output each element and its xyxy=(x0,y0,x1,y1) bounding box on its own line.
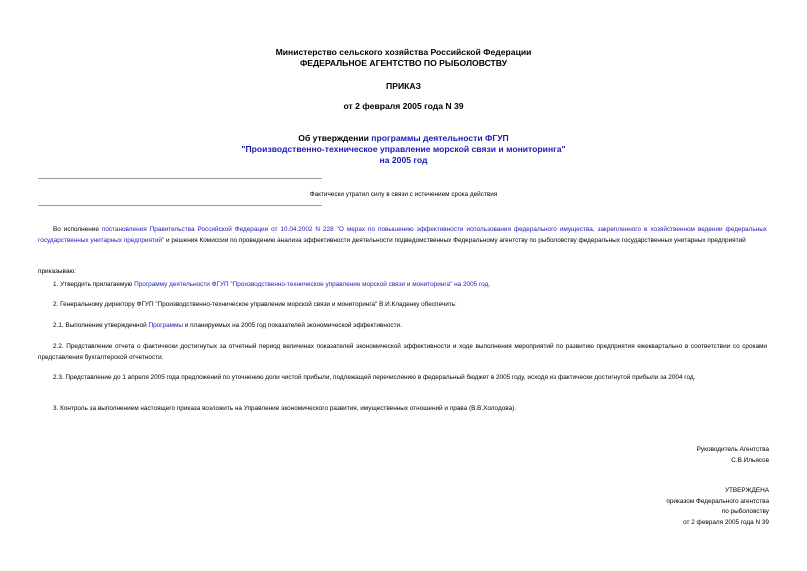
item-2: 2. Генеральному директору ФГУП "Производственно-техническое управление морской связи и мониторинга" В.И.Кладенку обеспечить: xyxy=(53,301,457,308)
item-2-1 xyxy=(38,320,767,331)
item-1-lead: 1. Утвердить прилагаемую xyxy=(53,281,135,288)
item-1 xyxy=(38,279,767,290)
divider-top xyxy=(38,178,322,179)
ministry-title: Министерство сельского хозяйства Российской Федерации xyxy=(275,47,532,57)
doc-type: ПРИКАЗ xyxy=(386,81,421,91)
signature-name: С.В.Ильясов xyxy=(731,456,769,464)
item-1-program-link[interactable]: Программу деятельности ФГУП "Производственно-техническое управление морской связи и мониторинга" на 2005 год xyxy=(134,281,489,288)
approval-line-1: приказом Федерального агентства xyxy=(666,497,769,505)
program-link[interactable]: программы деятельности ФГУП xyxy=(371,133,509,143)
status-note: Фактически утратил силу в связи с истечением срока действия xyxy=(309,191,498,198)
preamble-rest: и решения Комиссии по проведению анализа эффективности деятельности подведомственных Федеральному агентству по рыболовству федеральных государственных унитарных предприятий xyxy=(164,237,746,245)
preamble-paragraph xyxy=(38,224,767,246)
item-1-end: . xyxy=(488,281,491,288)
item-2-1-rest: и планируемых на 2005 год показателей экономической эффективности. xyxy=(183,322,402,329)
doc-date-number: от 2 февраля 2005 года N 39 xyxy=(343,101,464,111)
government-decree-link[interactable]: постановления Правительства Российской Федерации от 10.04.2002 N 228 "О мерах по повышению эффективности использования федерального имущества, закрепленного в хозяйственном ведении федеральных государственных унитарных предприятий" xyxy=(38,226,767,245)
approval-title: УТВЕРЖДЕНА xyxy=(724,487,769,494)
signature-position: Руководитель Агентства xyxy=(696,446,769,453)
approval-line-3: от 2 февраля 2005 года N 39 xyxy=(683,518,769,526)
approval-block xyxy=(666,486,769,528)
subject-line-2[interactable]: "Производственно-техническое управление морской связи и мониторинга" xyxy=(241,144,566,154)
subject-prefix: Об утверждении xyxy=(298,133,372,143)
item-2-1-program-link[interactable]: Программы xyxy=(148,322,184,329)
order-word: приказываю: xyxy=(38,268,76,275)
item-2-2: 2.2. Представление отчета о фактически достигнутых за отчетный период величинах показателей экономической эффективности и ходе выполнения мероприятий по развитию предприятия ежеквартально в соответствии со сроками представления бухгалтерской отчетности. xyxy=(38,343,767,362)
subject-line-3[interactable]: на 2005 год xyxy=(379,155,428,165)
item-2-3: 2.3. Представление до 1 апреля 2005 года предложений по уточнению доли чистой прибыли, подлежащей перечислению в федеральный бюджет в 2005 году, исходя из фактически достигнутой прибыли за 2004 год. xyxy=(53,374,696,381)
item-2-1-lead: 2.1. Выполнение утвержденной xyxy=(53,322,149,329)
item-3: 3. Контроль за выполнением настоящего приказа возложить на Управление экономического развития, имущественных отношений и права (В.В.Холодова). xyxy=(53,405,517,412)
approval-line-2: по рыболовству xyxy=(721,508,769,516)
subject-line-1 xyxy=(0,133,807,144)
signature-block xyxy=(697,445,769,466)
agency-title: ФЕДЕРАЛЬНОЕ АГЕНТСТВО ПО РЫБОЛОВСТВУ xyxy=(299,58,508,68)
preamble-lead: Во исполнение xyxy=(53,226,102,233)
divider-bottom xyxy=(38,205,322,206)
